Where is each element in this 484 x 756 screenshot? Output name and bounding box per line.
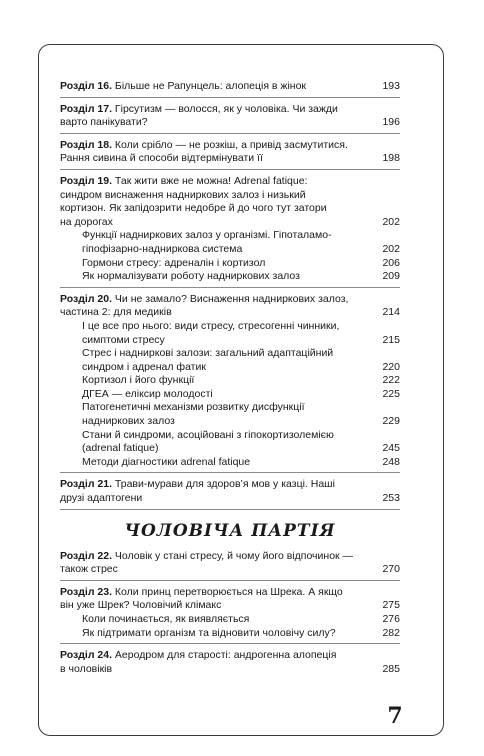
page-ref: 193 [382,80,400,92]
entry-text: Як підтримати організм та відновити чоловічу силу? [82,626,336,639]
chapter-label: Розділ 19. [60,174,113,187]
toc-subentry-line [60,229,400,243]
toc-subentry-line [60,442,400,456]
entry-text: Кортизол і його функції [82,374,195,387]
chapter-label: Розділ 23. [60,585,113,598]
page-ref: 220 [382,360,400,373]
toc-subentry-line [60,257,400,271]
page-ref: 209 [382,270,400,283]
page-ref: 214 [382,306,400,319]
page-ref: 225 [382,387,400,400]
page-ref: 229 [382,415,400,428]
toc-line [60,306,400,320]
toc-entry [60,175,400,288]
toc-subentry-line [60,429,400,443]
entry-text: синдром і адренал фатик [82,360,206,373]
page-ref: 245 [382,442,400,455]
entry-text: ДГЕА — еліксир молодості [82,387,213,400]
entry-text: Коли починається, як виявляється [82,613,250,625]
toc-line [60,116,400,130]
entry-text: кортизон. Як запідозрити недобре й до чого тут затори [60,202,327,215]
toc-line [60,478,400,492]
page-ref: 253 [382,492,400,505]
page-ref: 198 [382,152,400,165]
entry-text: Гормони стресу: адреналін і кортизол [82,256,266,269]
toc-line [60,550,400,564]
entry-text: також стрес [60,563,118,576]
toc-subentry-line [60,334,400,348]
entry-text: Чоловік у стані стресу, й чому його відпочинок — [112,549,354,562]
table-of-contents [60,80,400,684]
page-ref: 285 [382,662,400,675]
entry-text: Аеродром для старості: андрогенна алопеція [112,649,337,662]
chapter-label: Розділ 21. [60,478,113,491]
toc-line [60,563,400,577]
toc-line [60,202,400,216]
toc-subentry-line [60,270,400,284]
toc-entry [60,586,400,644]
toc-subentry-line [60,415,400,429]
entry-text: в чоловіків [60,662,113,675]
toc-subentry-line [60,456,400,470]
entry-text: Трави-мурави для здоров’я мов у казці. Наші [112,478,335,491]
page-ref: 282 [382,626,400,639]
page-ref: 215 [382,333,400,346]
toc-subentry-line [60,613,400,627]
entry-text: І це все про нього: види стресу, стресогенні чинники, [82,319,340,332]
entry-text: Стрес і надниркові залози: загальний адаптаційний [82,347,334,360]
toc-line [60,216,400,230]
page-ref: 196 [382,116,400,129]
page-ref: 270 [382,563,400,576]
page-number: 7 [383,702,407,730]
toc-entry [60,550,400,581]
toc-subentry-line [60,388,400,402]
chapter-label: Розділ 18. [60,138,113,151]
toc-group-2 [60,550,400,680]
entry-text: Стани й синдроми, асоційовані з гіпокортизолемією [82,428,334,441]
entry-text: (adrenal fatique) [82,442,159,455]
entry-text: надниркових залоз [82,415,175,428]
toc-subentry-line [60,320,400,334]
entry-text: частина 2: для медиків [60,306,172,319]
entry-text: Рання сивина й способи відтермінувати її [60,152,263,165]
toc-subentry-line [60,243,400,257]
page-ref: 202 [382,242,400,255]
toc-line [60,492,400,506]
entry-text: варто панікувати? [60,116,148,129]
toc-entry [60,103,400,134]
toc-subentry-line [60,374,400,388]
page-ref: 206 [382,256,400,269]
chapter-label: Розділ 24. [60,649,113,662]
toc-subentry-line [60,347,400,361]
entry-text: Так жити вже не можна! Adrenal fatique: [112,174,308,187]
chapter-label: Розділ 16. [60,80,113,92]
entry-text: Більше не Рапунцель: алопеція в жінок [112,80,307,92]
entry-text: Як нормалізувати роботу надниркових залоз [82,270,300,283]
toc-entry [60,478,400,509]
entry-text: Методи діагностики adrenal fatique [82,455,251,468]
toc-line [60,139,400,153]
entry-text: синдром виснаження надниркових залоз і низький [60,188,306,201]
page-ref: 202 [382,215,400,228]
entry-text: Гірсутизм — волосся, як у чоловіка. Чи зажди [112,102,338,115]
entry-text: друзі адаптогени [60,492,143,505]
entry-text: він уже Шрек? Чоловічий клімакс [60,599,222,612]
entry-text: Коли срібло — не розкіш, а привід засмутитися. [112,138,348,151]
page-ref: 276 [382,613,400,625]
entry-text: на дорогах [60,215,113,228]
toc-line [60,152,400,166]
toc-line [60,103,400,117]
toc-line [60,663,400,677]
page-ref: 275 [382,599,400,612]
entry-text: Чи не замало? Виснаження наднирковиx залоз, [112,292,349,305]
toc-line [60,293,400,307]
entry-text: Коли принц перетворюється на Шрека. А якщо [112,585,343,598]
toc-entry [60,80,400,98]
part-title: ЧОЛОВІЧА ПАРТІЯ [124,520,336,541]
entry-text: гіпофізарно-надниркова система [82,242,243,255]
toc-line [60,189,400,203]
toc-entry [60,293,400,474]
toc-subentry-line [60,627,400,641]
toc-line [60,649,400,663]
entry-text: симптоми стресу [82,333,165,346]
toc-entry [60,139,400,170]
toc-line [60,175,400,189]
toc-line [60,586,400,600]
chapter-label: Розділ 17. [60,102,113,115]
toc-line [60,599,400,613]
page-ref: 222 [382,374,400,387]
chapter-label: Розділ 22. [60,549,113,562]
toc-entry [60,649,400,679]
toc-line [60,80,400,94]
page-ref: 248 [382,455,400,468]
entry-text: Функції надниркових залоз у організмі. Гіпоталамо- [82,229,332,242]
toc-subentry-line [60,361,400,375]
chapter-label: Розділ 20. [60,292,113,305]
toc-group-1 [60,80,400,510]
toc-subentry-line [60,401,400,415]
entry-text: Патогенетичні механізми розвитку дисфункції [82,401,305,414]
